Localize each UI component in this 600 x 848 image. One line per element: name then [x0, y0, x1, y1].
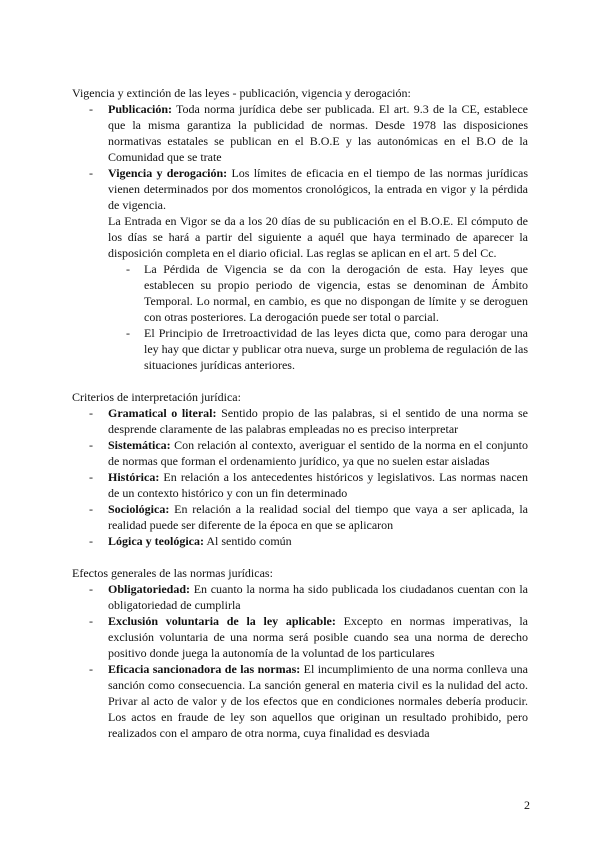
section-vigencia	[72, 85, 528, 373]
item-text: Sentido propio de las palabras, si el sentido de una norma se desprende claramente de las palabras empleadas no es preciso interpretar	[108, 406, 528, 436]
list-item	[72, 469, 528, 501]
item-paragraph: La Entrada en Vigor se da a los 20 días de su publicación en el B.O.E. El cómputo de los días se hará a partir del siguiente a aquél que haya terminado de aparecer la disposición completa en el diario oficial. Las reglas se aplican en el art. 5 del Cc.	[108, 214, 528, 260]
sub-bullet-list	[108, 261, 528, 373]
sub-list-item: - La Pérdida de Vigencia se da con la derogación de esta. Hay leyes que establecen su propio periodo de vigencia, estas se denominan de Ámbito Temporal. Lo normal, en cambio, es que no dispongan de límite y se deroguen con otras posteriores. La derogación puede ser total o parcial.	[108, 261, 528, 325]
item-term: Sociológica:	[108, 502, 170, 516]
item-text: Al sentido común	[203, 534, 292, 548]
item-term: Gramatical o literal:	[108, 406, 217, 420]
item-text: Con relación al contexto, averiguar el sentido de la norma en el conjunto de normas que forman el ordenamiento jurídico, ya que no suelen estar aisladas	[108, 438, 528, 468]
bullet-list	[72, 581, 528, 741]
item-term: Obligatoriedad:	[108, 582, 191, 596]
list-item	[72, 501, 528, 533]
page-number: 2	[524, 798, 530, 812]
item-text: Excepto en normas imperativas, la exclusión voluntaria de una norma será posible cuando sea una norma de derecho positivo donde juega la autonomía de la voluntad de los particulares	[108, 614, 528, 660]
item-text: En cuanto la norma ha sido publicada los ciudadanos cuentan con la obligatoriedad de cumplirla	[108, 582, 528, 612]
list-item	[72, 165, 528, 373]
list-item	[72, 101, 528, 165]
section-title: Efectos generales de las normas jurídicas:	[72, 566, 273, 580]
section-criterios	[72, 389, 528, 549]
item-text: Los límites de eficacia en el tiempo de las normas jurídicas vienen determinados por dos momentos cronológicos, la entrada en vigor y la pérdida de vigencia.	[108, 166, 529, 212]
item-text: El incumplimiento de una norma conlleva una sanción como consecuencia. La sanción general en materia civil es la nulidad del acto. Privar al acto de valor y de los efectos que en condiciones normales debería producir. Los actos en fraude de ley son aquellos que originan un resultado prohibido, pero realizados con el amparo de otra norma, cuya finalidad es desviada	[108, 662, 528, 740]
item-text: En relación a la realidad social del tiempo que vaya a ser aplicada, la realidad puede ser diferente de la época en que se aplicaron	[108, 502, 528, 532]
bullet-list	[72, 405, 528, 549]
item-term: Histórica:	[108, 470, 160, 484]
sub-list-item: - El Principio de Irretroactividad de las leyes dicta que, como para derogar una ley hay que dictar y publicar otra nueva, surge un problema de regulación de las situaciones jurídicas anteriores.	[108, 325, 528, 373]
section-efectos	[72, 565, 528, 741]
document-body	[72, 85, 528, 757]
item-term: Exclusión voluntaria de la ley aplicable:	[108, 614, 336, 628]
section-title: Criterios de interpretación jurídica:	[72, 390, 241, 404]
item-term: Vigencia y derogación:	[108, 166, 228, 180]
item-term: Lógica y teológica:	[108, 534, 204, 548]
item-term: Publicación:	[108, 102, 173, 116]
list-item	[72, 533, 528, 549]
list-item	[72, 405, 528, 437]
bullet-list	[72, 101, 528, 373]
item-text: Toda norma jurídica debe ser publicada. El art. 9.3 de la CE, establece que la misma garantiza la publicidad de normas. Desde 1978 las disposiciones normativas estatales se publican en el B.O.E y las autonómicas en el B.O de la Comunidad que se trate	[108, 102, 528, 164]
item-term: Sistemática:	[108, 438, 171, 452]
list-item	[72, 613, 528, 661]
list-item	[72, 661, 528, 741]
list-item	[72, 437, 528, 469]
section-title: Vigencia y extinción de las leyes - publicación, vigencia y derogación:	[72, 86, 411, 100]
item-term: Eficacia sancionadora de las normas:	[108, 662, 301, 676]
item-text: En relación a los antecedentes históricos y legislativos. Las normas nacen de un contexto histórico y con un fin determinado	[108, 470, 528, 500]
list-item	[72, 581, 528, 613]
